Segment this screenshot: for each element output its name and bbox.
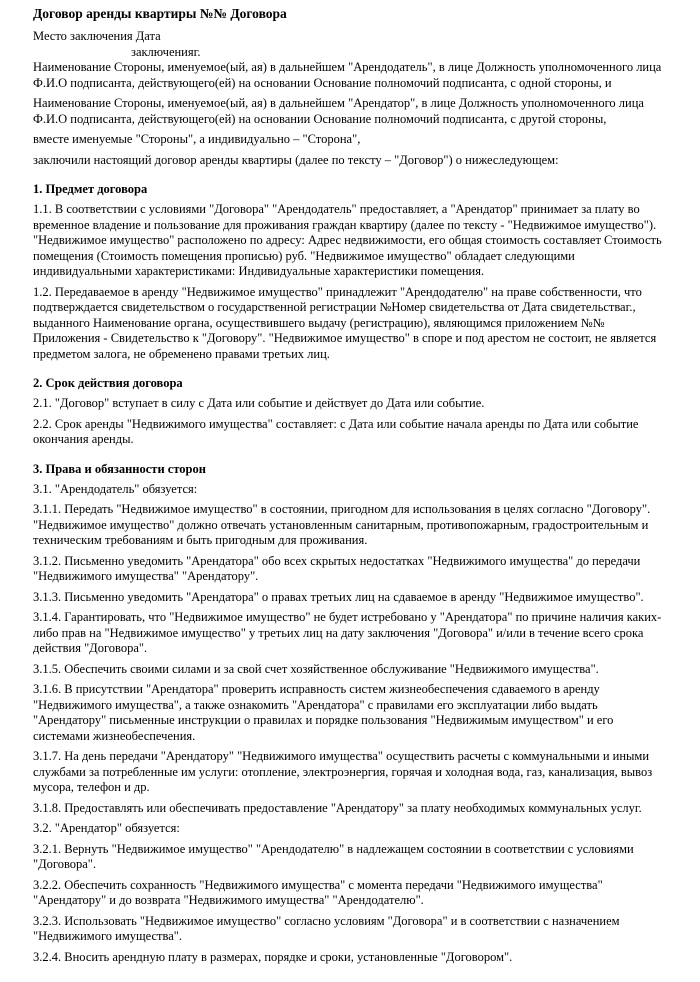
clause-3-1: 3.1. "Арендодатель" обязуется: <box>33 481 198 496</box>
place-date-line-2: заключенияг. <box>131 44 201 59</box>
clause-3-2: 3.2. "Арендатор" обязуется: <box>33 821 180 835</box>
clause-3-2-2: 3.2.2. Обеспечить сохранность "Недвижимого имущества" с момента передачи "Недвижимого имущества" "Арендатору" и до возврата "Недвижимого имущества" "Арендодателю". <box>33 877 603 907</box>
clause-1-2: 1.2. Передаваемое в аренду "Недвижимое имущество" принадлежит "Арендодателю" на праве собственности, что подтверждается свидетельством о государственной регистрации №Номер свидетельства от Дата свидетельстваг., выданного Наименование органа, осуществившего выдачу (регистрацию), являющимся приложением №№ Приложения - Свидетельство к "Договору". "Недвижимое имущество" в споре и под арестом не состоит, не является предметом залога, не обременено правами третьих лиц. <box>33 284 657 361</box>
clause-3-1-1: 3.1.1. Передать "Недвижимое имущество" в состоянии, пригодном для использования в целях согласно "Договору". "Недвижимое имущество" должно отвечать установленным санитарным, противопожарным, градостроительным и техническим требованиям и быть пригодным для проживания. <box>33 502 651 547</box>
section-1-heading: 1. Предмет договора <box>33 182 148 196</box>
preamble-landlord-paragraph: Наименование Стороны, именуемое(ый, ая) в дальнейшем "Арендодатель", в лице Должность уполномоченного лица Ф.И.О подписанта, действующего(ей) на основании Основание полномочий подписанта, с одной стороны, и <box>33 60 662 90</box>
place-date-block <box>33 29 667 60</box>
clause-2-1: 2.1. "Договор" вступает в силу с Дата или событие и действует до Дата или событие. <box>33 396 485 410</box>
clause-3-1-4: 3.1.4. Гарантировать, что "Недвижимое имущество" не будет истребовано у "Арендатора" по причине наличия каких-либо прав на "Недвижимое имущество" у третьих лиц на дату заключения "Договора" и/или в течение всего срока действия "Договора". <box>33 610 662 655</box>
clause-3-2-4: 3.2.4. Вносить арендную плату в размерах, порядке и сроки, установленные "Договором". <box>33 949 513 964</box>
clause-3-2-3: 3.2.3. Использовать "Недвижимое имущество" согласно условиям "Договора" и в соответствии с назначением "Недвижимого имущества". <box>33 913 620 943</box>
document-title: Договор аренды квартиры №№ Договора <box>33 6 287 21</box>
section-3-heading: 3. Права и обязанности сторон <box>33 461 206 476</box>
preamble-tenant-paragraph: Наименование Стороны, именуемое(ый, ая) в дальнейшем "Арендатор", в лице Должность уполномоченного лица Ф.И.О подписанта, действующего(ей) на основании Основание полномочий подписанта, с другой стороны, <box>33 96 644 126</box>
preamble-parties-paragraph: вместе именуемые "Стороны", а индивидуально – "Сторона", <box>33 132 361 146</box>
clause-2-2: 2.2. Срок аренды "Недвижимого имущества" составляет: с Дата или событие начала аренды по Дата или событие окончания аренды. <box>33 416 639 446</box>
place-date-line-1: Место заключения Дата <box>33 29 161 43</box>
clause-3-1-5: 3.1.5. Обеспечить своими силами и за свой счет хозяйственное обслуживание "Недвижимого имущества". <box>33 661 599 676</box>
clause-3-1-6: 3.1.6. В присутствии "Арендатора" проверить исправность систем жизнеобеспечения сдаваемого в аренду "Недвижимого имущества", а также ознакомить "Арендатора" с правилами его эксплуатации либо выдать "Арендатору" письменные инструкции о правилах и порядке пользования "Недвижимым имуществом" и его системами жизнеобеспечения. <box>33 682 614 743</box>
clause-3-1-2: 3.1.2. Письменно уведомить "Арендатора" обо всех скрытых недостатках "Недвижимого имущества" до передачи "Недвижимого имущества" "Арендатору". <box>33 553 641 583</box>
clause-3-2-1: 3.2.1. Вернуть "Недвижимое имущество" "Арендодателю" в надлежащем состоянии в соответствии с условиями "Договора". <box>33 841 634 871</box>
clause-1-1: 1.1. В соответствии с условиями "Договора" "Арендодатель" предоставляет, а "Арендатор" принимает за плату во временное владение и пользование для проживания граждан квартиру (далее по тексту - "Недвижимое имущество"). "Недвижимое имущество" расположено по адресу: Адрес недвижимости, его общая стоимость составляет Стоимость помещения (Стоимость помещения прописью) руб. "Недвижимое имущество" обладает следующими индивидуальными характеристиками: Индивидуальные характеристики помещения. <box>33 202 662 278</box>
section-2-heading: 2. Срок действия договора <box>33 376 183 390</box>
preamble-conclusion-paragraph: заключили настоящий договор аренды квартиры (далее по тексту – "Договор") о нижеследующем: <box>33 152 559 167</box>
clause-3-1-7: 3.1.7. На день передачи "Арендатору" "Недвижимого имущества" осуществить расчеты с коммунальными и иными службами за потребленные им услуги: отопление, электроэнергия, горячая и холодная вода, газ, канализация, вывоз мусора, телефон и др. <box>33 749 653 794</box>
clause-3-1-8: 3.1.8. Предоставлять или обеспечивать предоставление "Арендатору" за плату необходимых коммунальных услуг. <box>33 800 642 815</box>
clause-3-1-3: 3.1.3. Письменно уведомить "Арендатора" о правах третьих лиц на сдаваемое в аренду "Недвижимое имущество". <box>33 589 644 604</box>
